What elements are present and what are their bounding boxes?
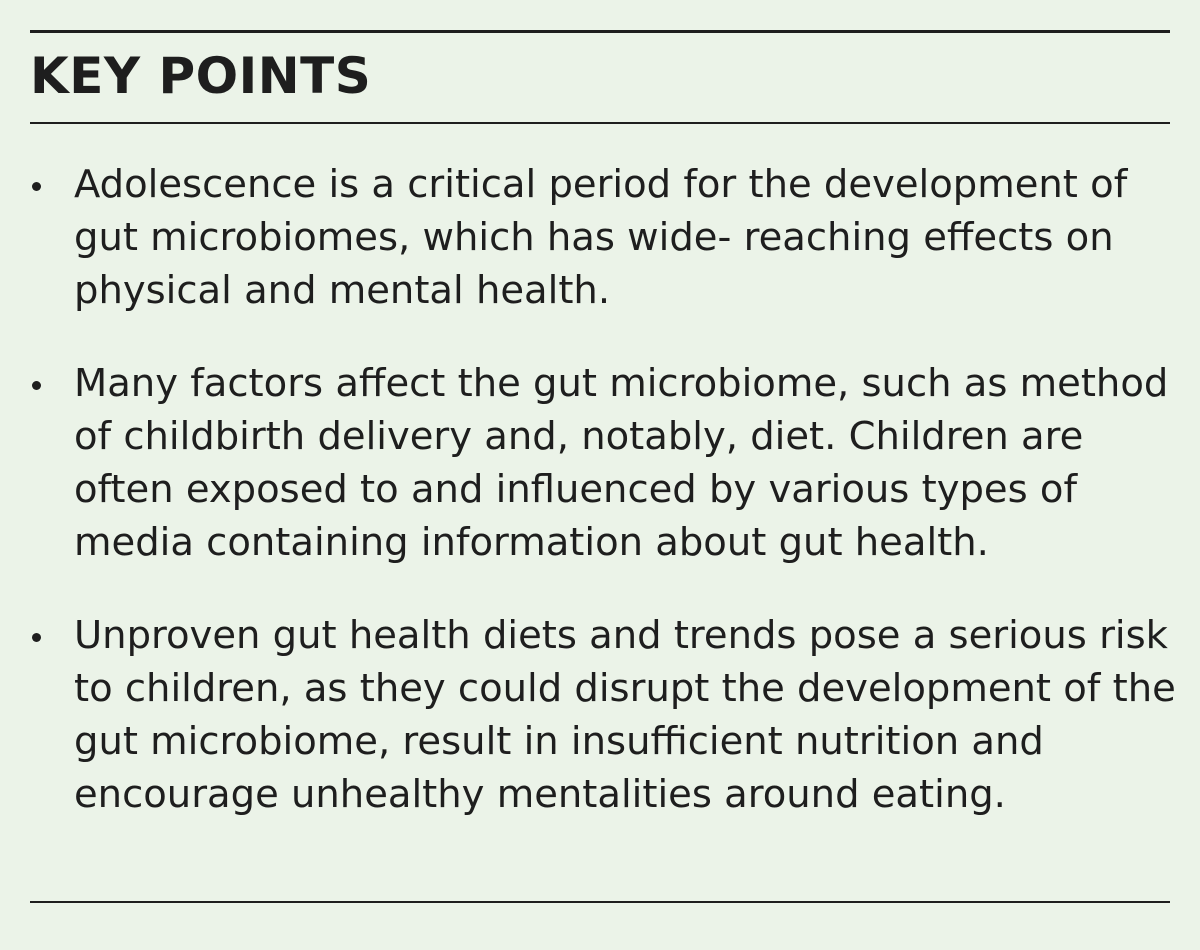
bullet-icon [32, 633, 41, 642]
bottom-rule [30, 901, 1170, 903]
top-rule [30, 30, 1170, 33]
key-points-heading: KEY POINTS [30, 47, 372, 105]
key-point-item [30, 609, 1180, 821]
key-point-text: Many factors affect the gut microbiome, such as method of childbirth delivery and, notably, diet. Children are often exposed to and influenced by various types of media containing information about gut health. [74, 361, 1169, 565]
bullet-icon [32, 182, 41, 191]
bullet-icon [32, 381, 41, 390]
key-point-item [30, 357, 1180, 569]
key-point-text: Unproven gut health diets and trends pose a serious risk to children, as they could disrupt the development of the gut microbiome, result in insufficient nutrition and encourage unhealthy mentalities around eating. [74, 613, 1176, 817]
key-points-list [30, 158, 1180, 861]
key-point-item [30, 158, 1180, 317]
heading-divider [30, 122, 1170, 124]
key-point-text: Adolescence is a critical period for the development of gut microbiomes, which has wide- reaching effects on physical and mental health. [74, 162, 1128, 313]
